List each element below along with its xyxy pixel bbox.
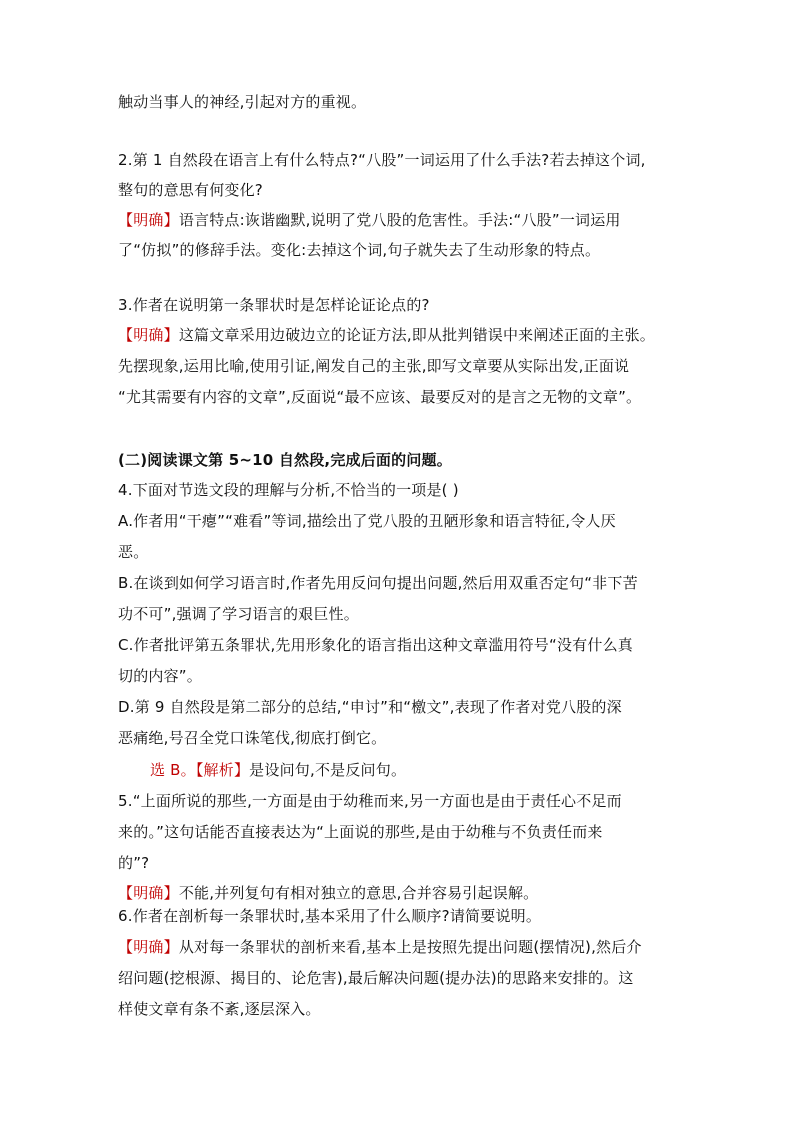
option-d-line-2: 恶痛绝,号召全党口诛笔伐,彻底打倒它。 bbox=[118, 729, 387, 747]
option-c-line-2: 切的内容”。 bbox=[118, 667, 202, 685]
answer-tag: 【明确】 bbox=[118, 326, 179, 344]
answer-tag: 【明确】 bbox=[118, 884, 179, 902]
analysis-tag: 【解析】 bbox=[195, 761, 250, 779]
answer-text: 是设问句,不是反问句。 bbox=[249, 761, 407, 779]
answer-choice: 选 B。 bbox=[150, 761, 196, 779]
question-5-line-3: 的”? bbox=[118, 854, 150, 872]
answer-6-line-3: 样使文章有条不紊,逐层深入。 bbox=[118, 1000, 321, 1018]
option-d-line-1: D.第 9 自然段是第二部分的总结,“申讨”和“檄文”,表现了作者对党八股的深 bbox=[118, 698, 622, 716]
answer-2-line-2: 了“仿拟”的修辞手法。变化:去掉这个词,句子就失去了生动形象的特点。 bbox=[118, 241, 601, 259]
question-4: 4.下面对节选文段的理解与分析,不恰当的一项是( ) bbox=[118, 481, 459, 499]
answer-text: 不能,并列复句有相对独立的意思,合并容易引起误解。 bbox=[178, 884, 539, 902]
answer-2-line-1 bbox=[118, 210, 621, 230]
question-3: 3.作者在说明第一条罪状时是怎样论证论点的? bbox=[118, 296, 430, 314]
answer-4 bbox=[150, 760, 406, 780]
question-2-line-2: 整句的意思有何变化? bbox=[118, 181, 263, 199]
answer-3-line-3: “尤其需要有内容的文章”,反面说“最不应该、最要反对的是言之无物的文章”。 bbox=[118, 388, 642, 406]
answer-tag: 【明确】 bbox=[118, 211, 179, 229]
option-b-line-2: 功不可”,强调了学习语言的艰巨性。 bbox=[118, 605, 359, 623]
option-a-line-1: A.作者用“干瘪”“难看”等词,描绘出了党八股的丑陋形象和语言特征,令人厌 bbox=[118, 512, 616, 530]
option-a-line-2: 恶。 bbox=[118, 543, 149, 561]
question-6: 6.作者在剖析每一条罪状时,基本采用了什么顺序?请简要说明。 bbox=[118, 907, 542, 925]
answer-text: 语言特点:诙谐幽默,说明了党八股的危害性。手法:“八股”一词运用 bbox=[178, 211, 621, 229]
question-2-line-1: 2.第 1 自然段在语言上有什么特点?“八股”一词运用了什么手法?若去掉这个词, bbox=[118, 151, 646, 169]
answer-6-line-2: 绍问题(挖根源、揭目的、论危害),最后解决问题(提办法)的思路来安排的。这 bbox=[118, 969, 634, 987]
option-b-line-1: B.在谈到如何学习语言时,作者先用反问句提出问题,然后用双重否定句“非下苦 bbox=[118, 574, 638, 592]
answer-text: 这篇文章采用边破边立的论证方法,即从批判错误中来阐述正面的主张。 bbox=[178, 326, 655, 344]
answer-6-line-1 bbox=[118, 937, 642, 957]
answer-tag: 【明确】 bbox=[118, 938, 179, 956]
answer-5 bbox=[118, 883, 538, 903]
text-line: 触动当事人的神经,引起对方的重视。 bbox=[118, 93, 367, 111]
answer-3-line-1 bbox=[118, 325, 655, 345]
question-5-line-2: 来的。”这句话能否直接表达为“上面说的那些,是由于幼稚与不负责任而来 bbox=[118, 823, 603, 841]
question-5-line-1: 5.“上面所说的那些,一方面是由于幼稚而来,另一方面也是由于责任心不足而 bbox=[118, 792, 622, 810]
section-heading: (二)阅读课文第 5~10 自然段,完成后面的问题。 bbox=[118, 451, 452, 469]
answer-3-line-2: 先摆现象,运用比喻,使用引证,阐发自己的主张,即写文章要从实际出发,正面说 bbox=[118, 357, 630, 375]
option-c-line-1: C.作者批评第五条罪状,先用形象化的语言指出这种文章滥用符号“没有什么真 bbox=[118, 636, 633, 654]
answer-text: 从对每一条罪状的剖析来看,基本上是按照先提出问题(摆情况),然后介 bbox=[178, 938, 642, 956]
